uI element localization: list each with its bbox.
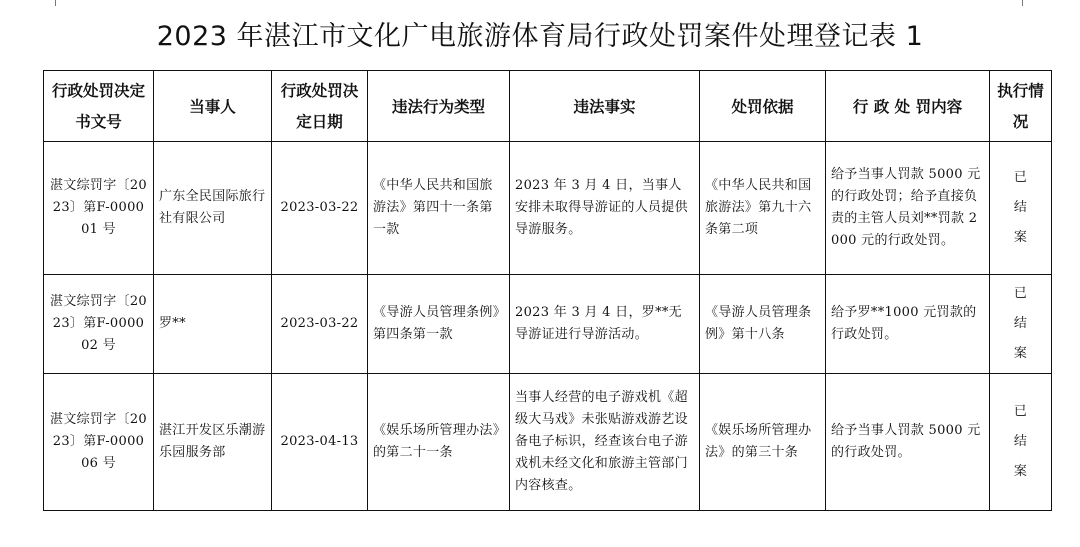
- header-penalty: 行 政 处 罚内容: [826, 71, 990, 142]
- cell-facts: 2023 年 3 月 4 日，罗**无导游证进行导游活动。: [510, 275, 700, 374]
- table-row: [44, 275, 1052, 374]
- cell-status: [990, 374, 1052, 511]
- status-text: 已结案: [1013, 170, 1028, 245]
- cell-date: 2023-04-13: [272, 374, 368, 511]
- cell-doc-no: 湛文综罚字〔2023〕第F-000001 号: [44, 142, 154, 275]
- header-status: 执行情况: [990, 71, 1052, 142]
- cell-penalty: 给予当事人罚款 5000 元的行政处罚。: [826, 374, 990, 511]
- cell-facts: 2023 年 3 月 4 日，当事人安排未取得导游证的人员提供导游服务。: [510, 142, 700, 275]
- table-row: [44, 142, 1052, 275]
- cell-party: 广东全民国际旅行社有限公司: [154, 142, 272, 275]
- table-row: [44, 374, 1052, 511]
- cell-violation-type: 《导游人员管理条例》第四条第一款: [368, 275, 510, 374]
- cell-date: 2023-03-22: [272, 275, 368, 374]
- status-text: 已结案: [1013, 404, 1028, 479]
- document-title: 2023 年湛江市文化广电旅游体育局行政处罚案件处理登记表 1: [156, 21, 924, 52]
- cell-doc-no: 湛文综罚字〔2023〕第F-000002 号: [44, 275, 154, 374]
- penalty-register-table: [43, 70, 1052, 511]
- cell-basis: 《娱乐场所管理办法》的第三十条: [700, 374, 826, 511]
- table-header-row: [44, 71, 1052, 142]
- header-party: 当事人: [154, 71, 272, 142]
- cell-status: [990, 275, 1052, 374]
- cell-basis: 《中华人民共和国旅游法》第九十六条第二项: [700, 142, 826, 275]
- header-facts: 违法事实: [510, 71, 700, 142]
- header-basis: 处罚依据: [700, 71, 826, 142]
- cell-status: [990, 142, 1052, 275]
- header-date: 行政处罚决定日期: [272, 71, 368, 142]
- cell-basis: 《导游人员管理条例》第十八条: [700, 275, 826, 374]
- crop-mark-right: [1002, 0, 1023, 6]
- cell-violation-type: 《娱乐场所管理办法》的第二十一条: [368, 374, 510, 511]
- cell-violation-type: 《中华人民共和国旅游法》第四十一条第一款: [368, 142, 510, 275]
- cell-facts: 当事人经营的电子游戏机《超级大马戏》未张贴游戏游艺设备电子标识，经查该台电子游戏机未经文化和旅游主管部门内容核查。: [510, 374, 700, 511]
- cell-doc-no: 湛文综罚字〔2023〕第F-000006 号: [44, 374, 154, 511]
- status-text: 已结案: [1013, 286, 1028, 361]
- cell-penalty: 给予罗**1000 元罚款的行政处罚。: [826, 275, 990, 374]
- cell-party: 罗**: [154, 275, 272, 374]
- cell-party: 湛江开发区乐潮游乐园服务部: [154, 374, 272, 511]
- header-doc-no: 行政处罚决定书文号: [44, 71, 154, 142]
- header-violation-type: 违法行为类型: [368, 71, 510, 142]
- cell-date: 2023-03-22: [272, 142, 368, 275]
- crop-mark-left: [55, 0, 76, 6]
- cell-penalty: 给予当事人罚款 5000 元的行政处罚；给予直接负责的主管人员刘**罚款 2000 元的行政处罚。: [826, 142, 990, 275]
